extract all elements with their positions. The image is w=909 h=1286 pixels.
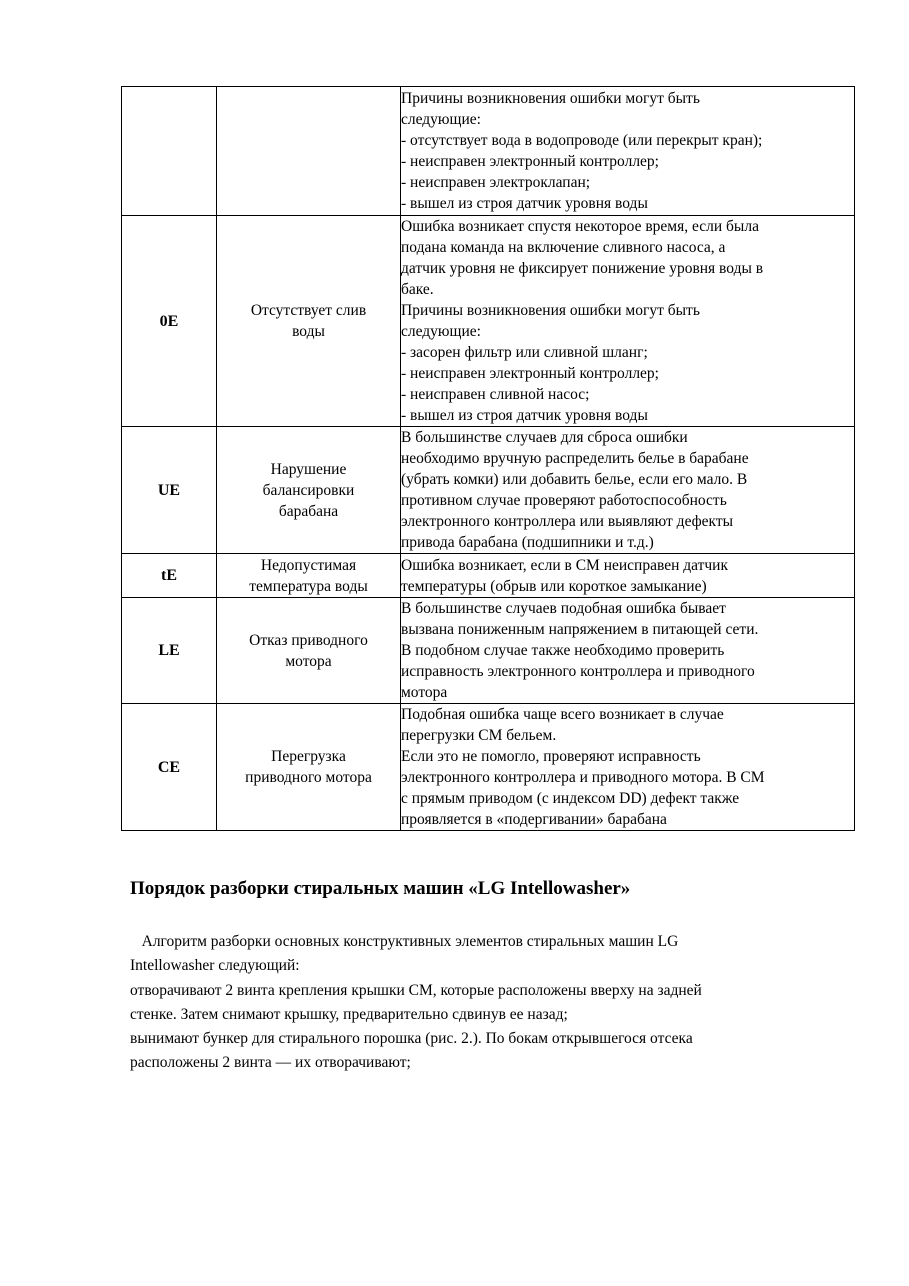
description-line: необходимо вручную распределить белье в барабане xyxy=(401,450,749,467)
description-line: Если это не помогло, проверяют исправность xyxy=(401,748,701,765)
description-line: Причины возникновения ошибки могут быть xyxy=(401,90,700,107)
error-name-cell xyxy=(217,598,401,704)
error-code-cell: LE xyxy=(122,598,217,704)
error-name-line: Недопустимая xyxy=(260,556,357,574)
paragraph-line: стенке. Затем снимают крышку, предварительно сдвинув ее назад; xyxy=(130,1006,568,1023)
description-line: следующие: xyxy=(401,111,481,128)
error-name-line: барабана xyxy=(278,502,339,520)
paragraph-intro xyxy=(130,930,850,978)
error-name-cell xyxy=(217,427,401,554)
description-line: следующие: xyxy=(401,323,481,340)
paragraph-step-2 xyxy=(130,1027,850,1075)
description-line: Причины возникновения ошибки могут быть xyxy=(401,302,700,319)
description-line: датчик уровня не фиксирует понижение уровня воды в xyxy=(401,260,764,277)
description-line: - неисправен электроклапан; xyxy=(401,174,591,191)
section-heading: Порядок разборки стиральных машин «LG Intellowasher» xyxy=(130,878,631,899)
error-name-line: Отсутствует слив xyxy=(250,302,367,319)
description-line: проявляется в «подергивании» барабана xyxy=(401,811,667,828)
error-name-line: Нарушение xyxy=(270,460,347,478)
error-code-cell: tE xyxy=(122,554,217,598)
error-name-cell xyxy=(217,704,401,831)
description-line: подана команда на включение сливного насоса, а xyxy=(401,239,726,256)
error-name-cell xyxy=(217,216,401,427)
error-name-line: Перегрузка xyxy=(271,748,346,765)
description-line: - неисправен электронный контроллер; xyxy=(401,365,659,382)
error-description-cell xyxy=(401,216,855,427)
error-name-cell xyxy=(217,554,401,598)
description-line: с прямым приводом (с индексом DD) дефект также xyxy=(401,790,740,807)
table-row xyxy=(122,216,855,427)
description-line: Ошибка возникает, если в СМ неисправен датчик xyxy=(401,556,728,574)
description-line: привода барабана (подшипники и т.д.) xyxy=(401,534,654,551)
paragraph-line: Алгоритм разборки основных конструктивных элементов стиральных машин LG xyxy=(130,933,679,950)
description-line: В большинстве случаев для сброса ошибки xyxy=(401,429,688,446)
description-line: - неисправен сливной насос; xyxy=(401,386,590,403)
paragraph-line: отворачивают 2 винта крепления крышки СМ, которые расположены вверху на задней xyxy=(130,982,702,999)
description-line: баке. xyxy=(401,281,434,298)
paragraph-line: расположены 2 винта — их отворачивают; xyxy=(130,1054,411,1071)
description-line: В большинстве случаев подобная ошибка бывает xyxy=(401,600,726,617)
description-line: Ошибка возникает спустя некоторое время, если была xyxy=(401,218,759,235)
error-code-cell: 0E xyxy=(122,216,217,427)
description-line: противном случае проверяют работоспособность xyxy=(401,492,727,509)
description-line: Подобная ошибка чаще всего возникает в случае xyxy=(401,706,724,723)
error-description-cell xyxy=(401,704,855,831)
description-line: вызвана пониженным напряжением в питающей сети. xyxy=(401,621,759,638)
description-line: - отсутствует вода в водопроводе (или перекрыт кран); xyxy=(401,132,763,149)
paragraph-step-1 xyxy=(130,979,850,1027)
description-line: - вышел из строя датчик уровня воды xyxy=(401,195,648,212)
paragraph-line: Intellowasher следующий: xyxy=(130,957,300,974)
error-name-line: приводного мотора xyxy=(245,769,372,786)
description-line: - неисправен электронный контроллер; xyxy=(401,153,659,170)
paragraph-line: вынимают бункер для стирального порошка (рис. 2.). По бокам открывшегося отсека xyxy=(130,1030,693,1047)
error-code-cell: UE xyxy=(122,427,217,554)
description-line: В подобном случае также необходимо проверить xyxy=(401,642,725,659)
description-line: - засорен фильтр или сливной шланг; xyxy=(401,344,648,361)
error-description-cell xyxy=(401,554,855,598)
error-description-cell xyxy=(401,87,855,216)
table-row xyxy=(122,554,855,598)
error-code-cell: CE xyxy=(122,704,217,831)
error-name-cell xyxy=(217,87,401,216)
description-line: мотора xyxy=(401,684,448,701)
description-line: температуры (обрыв или короткое замыкание) xyxy=(401,577,707,595)
error-name-line: воды xyxy=(292,323,325,340)
description-line: (убрать комки) или добавить белье, если его мало. В xyxy=(401,471,748,488)
description-line: электронного контроллера и приводного мотора. В СМ xyxy=(401,769,765,786)
error-description-cell xyxy=(401,598,855,704)
error-code-cell xyxy=(122,87,217,216)
table-row xyxy=(122,87,855,216)
description-line: исправность электронного контроллера и приводного xyxy=(401,663,755,680)
error-description-cell xyxy=(401,427,855,554)
error-name-line: температура воды xyxy=(249,577,368,595)
error-name-line: мотора xyxy=(285,652,332,670)
description-line: - вышел из строя датчик уровня воды xyxy=(401,407,648,424)
table-row xyxy=(122,427,855,554)
description-line: электронного контроллера или выявляют дефекты xyxy=(401,513,734,530)
error-name-line: Отказ приводного xyxy=(249,631,368,649)
error-name-line: балансировки xyxy=(262,481,355,499)
description-line: перегрузки СМ бельем. xyxy=(401,727,557,744)
error-codes-table xyxy=(121,86,855,831)
table-row xyxy=(122,704,855,831)
table-row xyxy=(122,598,855,704)
